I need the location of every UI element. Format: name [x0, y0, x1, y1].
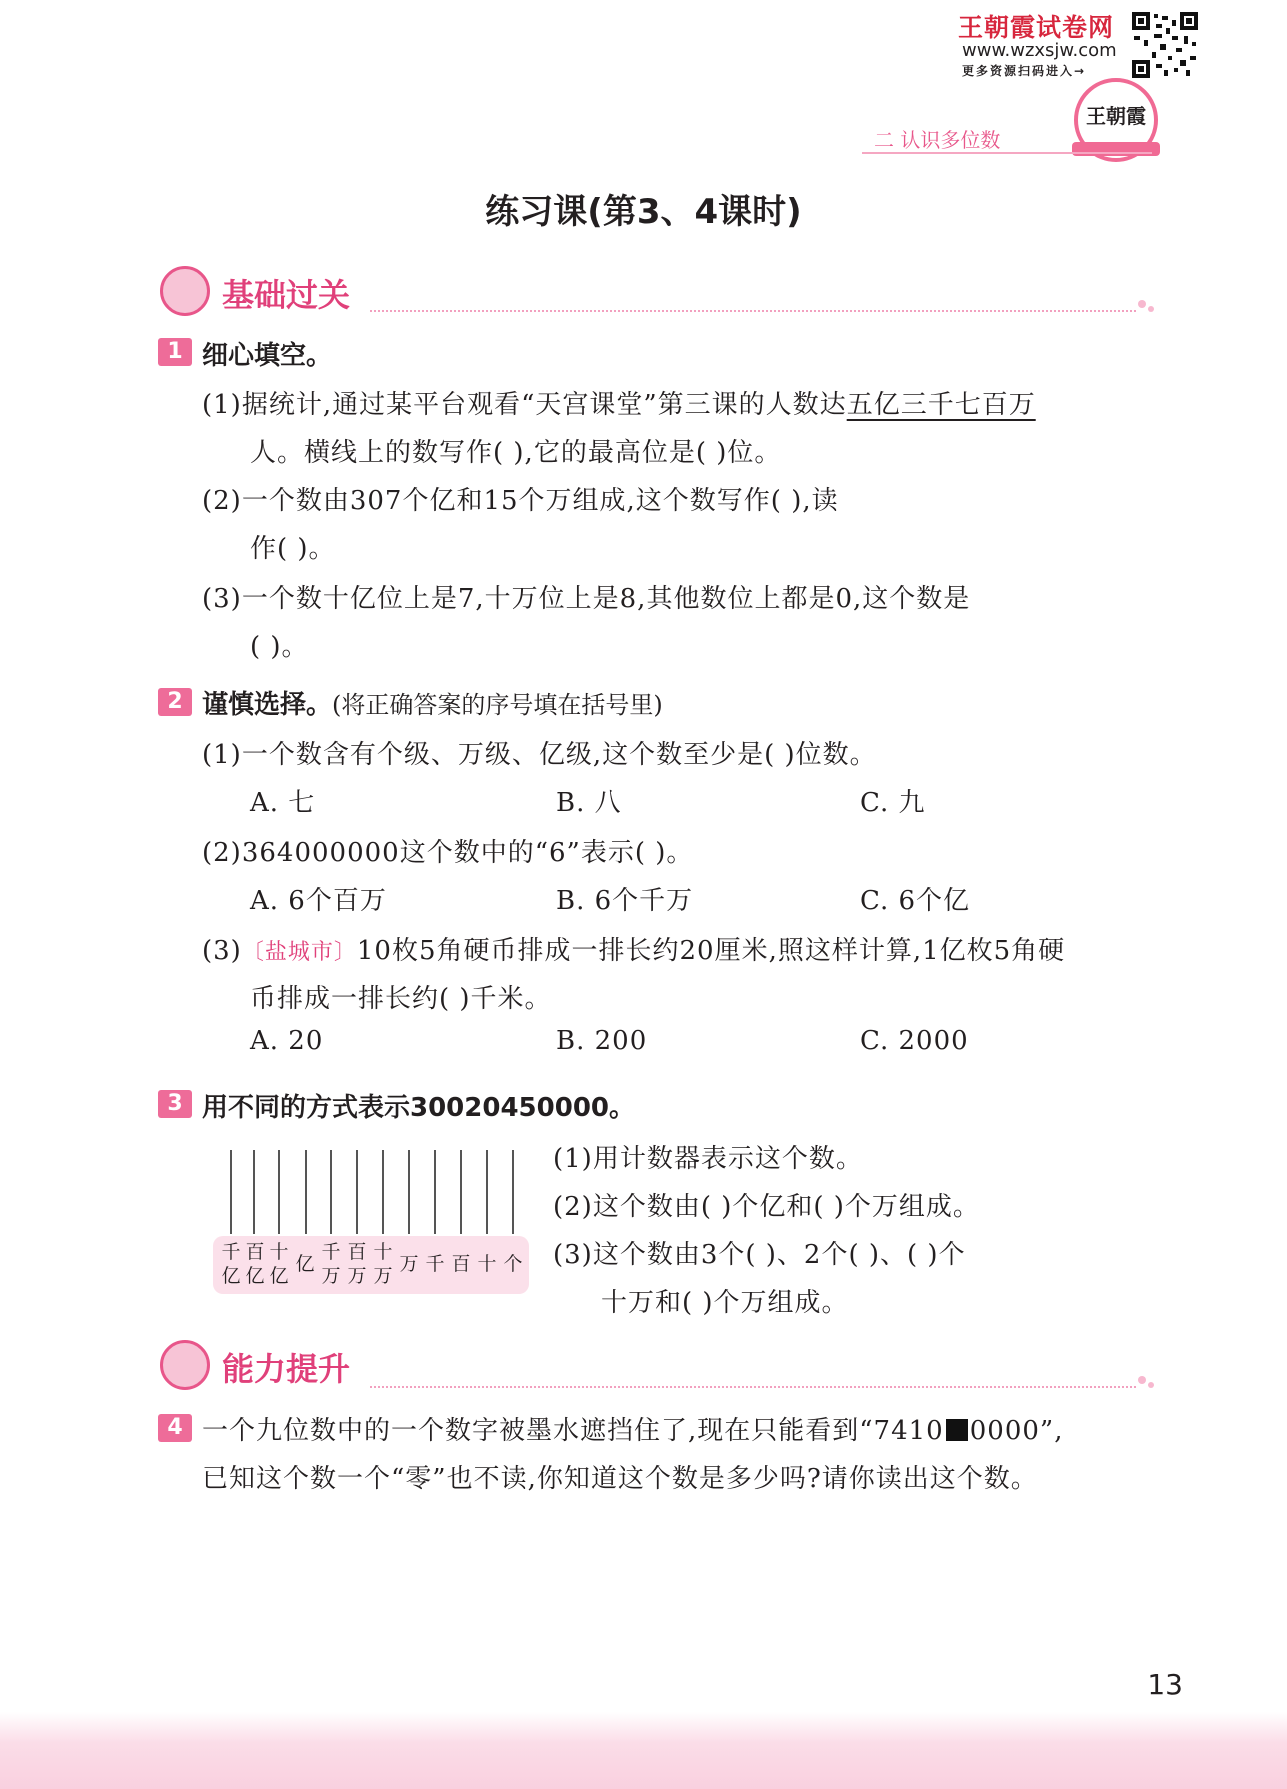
q3-part-1: (1)用计数器表示这个数。	[553, 1144, 863, 1174]
brand-name: 王朝霞试卷网	[958, 13, 1115, 42]
abacus-rod[interactable]	[408, 1150, 410, 1234]
divider-dot	[1138, 1376, 1146, 1384]
brand-url[interactable]: www.wzxsjw.com	[962, 40, 1117, 61]
q3-part-2: (2)这个数由( )个亿和( )个万组成。	[553, 1192, 980, 1222]
abacus-rod[interactable]	[460, 1150, 462, 1234]
question-number-2: 2	[158, 688, 192, 716]
q2-sub-3-prefix: (3)	[202, 936, 242, 966]
place-label-bai: 百	[451, 1253, 471, 1275]
place-label-wan: 万	[399, 1253, 419, 1275]
abacus-rod[interactable]	[253, 1150, 255, 1234]
abacus-rod[interactable]	[356, 1150, 358, 1234]
q2-option-2a[interactable]: A. 6个百万	[250, 886, 387, 916]
place-label-yi: 亿	[295, 1253, 315, 1275]
question-2-heading-text: 谨慎选择。	[202, 690, 333, 720]
place-label-baiwan: 百 万	[347, 1241, 367, 1287]
q2-option-2c[interactable]: C. 6个亿	[860, 886, 971, 916]
place-label-baiyi: 百 亿	[245, 1241, 265, 1287]
abacus-rod[interactable]	[278, 1150, 280, 1234]
divider-dot	[1148, 1382, 1154, 1388]
q2-option-1a[interactable]: A. 七	[250, 788, 316, 818]
q4-line-1-end: 0000”,	[969, 1416, 1064, 1446]
q4-line-1	[202, 1410, 1063, 1447]
page-title: 练习课(第3、4课时)	[485, 192, 802, 232]
q2-option-3c[interactable]: C. 2000	[860, 1026, 969, 1056]
q2-option-1c[interactable]: C. 九	[860, 788, 926, 818]
q1-line-3: (2)一个数由307个亿和15个万组成,这个数写作( ),读	[202, 486, 839, 516]
q2-option-1b[interactable]: B. 八	[556, 788, 622, 818]
q2-sub-3-text: 10枚5角硬币排成一排长约20厘米,照这样计算,1亿枚5角硬	[356, 936, 1066, 966]
brand-more-text: 更多资源扫码进入→	[962, 64, 1087, 78]
abacus-rod[interactable]	[434, 1150, 436, 1234]
qr-code-icon[interactable]	[1132, 12, 1198, 78]
q1-line-4: 作( )。	[250, 534, 336, 564]
section-divider	[370, 310, 1136, 312]
q2-sub-1: (1)一个数含有个级、万级、亿级,这个数至少是( )位数。	[202, 740, 877, 770]
divider-dot	[1148, 306, 1154, 312]
q3-part-3: (3)这个数由3个( )、2个( )、( )个	[553, 1240, 966, 1270]
place-label-shiwan: 十 万	[373, 1241, 393, 1287]
section-divider	[370, 1386, 1136, 1388]
q1-line-5: (3)一个数十亿位上是7,十万位上是8,其他数位上都是0,这个数是	[202, 584, 971, 614]
question-2-heading	[202, 684, 663, 721]
chapter-label: 二 认识多位数	[874, 128, 1001, 152]
question-number-1: 1	[158, 338, 192, 366]
q4-line-1-text: 一个九位数中的一个数字被墨水遮挡住了,现在只能看到“7410	[202, 1416, 944, 1446]
q1-line-2: 人。横线上的数写作( ),它的最高位是( )位。	[250, 438, 782, 468]
question-number-4: 4	[158, 1414, 192, 1442]
abacus-rod[interactable]	[305, 1150, 307, 1234]
chapter-divider	[862, 152, 1152, 154]
underlined-number-words: 五亿三千七百万	[846, 390, 1036, 420]
section-title-basic: 基础过关	[222, 276, 351, 314]
q2-option-2b[interactable]: B. 6个千万	[556, 886, 694, 916]
q1-line-1	[202, 384, 1036, 421]
q3-part-3-line-2: 十万和( )个万组成。	[601, 1288, 849, 1318]
seal-text: 王朝霞	[1086, 104, 1146, 128]
abacus-rod[interactable]	[330, 1150, 332, 1234]
question-number-3: 3	[158, 1090, 192, 1118]
footer-band	[0, 1712, 1287, 1789]
place-label-qian: 千	[425, 1253, 445, 1275]
brand-seal-logo	[1074, 78, 1158, 162]
abacus-rod[interactable]	[512, 1150, 514, 1234]
ink-blot-square	[946, 1419, 968, 1441]
q2-option-3b[interactable]: B. 200	[556, 1026, 648, 1056]
source-city-tag: 〔盐城市〕	[241, 940, 357, 965]
question-1-heading: 细心填空。	[202, 341, 333, 371]
q2-sub-3	[202, 930, 1065, 967]
q2-sub-2: (2)364000000这个数中的“6”表示( )。	[202, 838, 694, 868]
abacus-rod[interactable]	[382, 1150, 384, 1234]
place-label-qianyi: 千 亿	[221, 1241, 241, 1287]
question-2-note: (将正确答案的序号填在括号里)	[332, 691, 663, 719]
page-number: 13	[1147, 1668, 1183, 1701]
place-label-ge: 个	[503, 1253, 523, 1275]
q1-line-6: ( )。	[250, 632, 309, 662]
abacus-rod[interactable]	[230, 1150, 232, 1234]
girl-mascot-icon	[160, 266, 210, 316]
q1-line-1-text: (1)据统计,通过某平台观看“天宫课堂”第三课的人数达	[202, 390, 847, 420]
abacus-rod[interactable]	[486, 1150, 488, 1234]
section-title-advanced: 能力提升	[222, 1350, 351, 1388]
place-label-shi: 十	[477, 1253, 497, 1275]
q2-option-3a[interactable]: A. 20	[250, 1026, 324, 1056]
place-label-qianwan: 千 万	[321, 1241, 341, 1287]
question-3-heading: 用不同的方式表示30020450000。	[202, 1093, 635, 1123]
q2-sub-3-line-2: 币排成一排长约( )千米。	[250, 984, 552, 1014]
boy-mascot-icon	[160, 1340, 210, 1390]
q4-line-2: 已知这个数一个“零”也不读,你知道这个数是多少吗?请你读出这个数。	[202, 1464, 1038, 1494]
place-label-shiyi: 十 亿	[269, 1241, 289, 1287]
divider-dot	[1138, 300, 1146, 308]
